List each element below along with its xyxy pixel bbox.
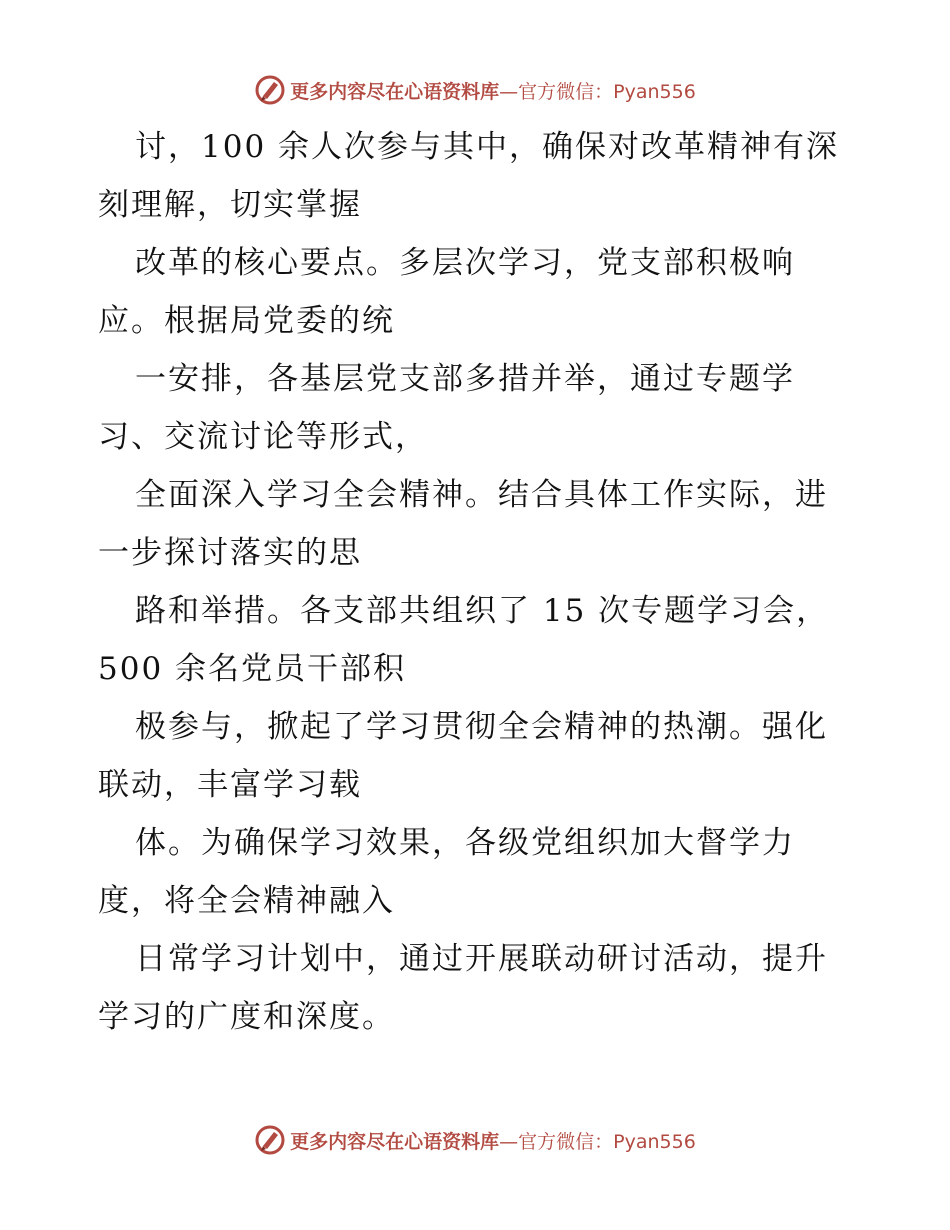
footer-brand: 更多内容尽在心语资料库: [290, 1130, 500, 1153]
footer-separator: —: [499, 1130, 519, 1153]
pen-logo-icon: [254, 1124, 286, 1156]
paragraph-line: 一安排，各基层党支部多措并举，通过专题学: [135, 361, 795, 397]
paragraph-line: 讨，100 余人次参与其中，确保对改革精神有深: [135, 129, 840, 165]
pen-logo-icon: [254, 74, 286, 106]
paragraph-line: 体。为确保学习效果，各级党组织加大督学力: [135, 825, 795, 861]
paragraph-line: 刻理解，切实掌握: [98, 187, 362, 223]
paragraph-line: 度，将全会精神融入: [98, 883, 395, 919]
footer-banner: [0, 1120, 950, 1160]
paragraph-line: 日常学习计划中，通过开展联动研讨活动，提升: [135, 941, 828, 977]
footer-contact: 官方微信：Pyan556: [518, 1130, 696, 1153]
header-contact: 官方微信：Pyan556: [518, 80, 696, 103]
header-brand: 更多内容尽在心语资料库: [290, 80, 500, 103]
footer-banner-text: [290, 1127, 696, 1154]
paragraph-line: 习、交流讨论等形式，: [98, 419, 428, 455]
paragraph-line: 应。根据局党委的统: [98, 303, 395, 339]
header-banner: [0, 70, 950, 110]
paragraph-line: 路和举措。各支部共组织了 15 次专题学习会，: [135, 593, 830, 629]
paragraph-line: 500 余名党员干部积: [98, 651, 407, 687]
paragraph-line: 改革的核心要点。多层次学习，党支部积极响: [135, 245, 795, 281]
paragraph-line: 学习的广度和深度。: [98, 999, 395, 1035]
header-separator: —: [499, 80, 519, 103]
header-banner-text: [290, 77, 696, 104]
paragraph-line: 联动，丰富学习载: [98, 767, 362, 803]
paragraph-line: 极参与，掀起了学习贯彻全会精神的热潮。强化: [135, 709, 828, 745]
paragraph-line: 一步探讨落实的思: [98, 535, 362, 571]
paragraph-line: 全面深入学习全会精神。结合具体工作实际，进: [135, 477, 828, 513]
document-body: [98, 118, 858, 1046]
